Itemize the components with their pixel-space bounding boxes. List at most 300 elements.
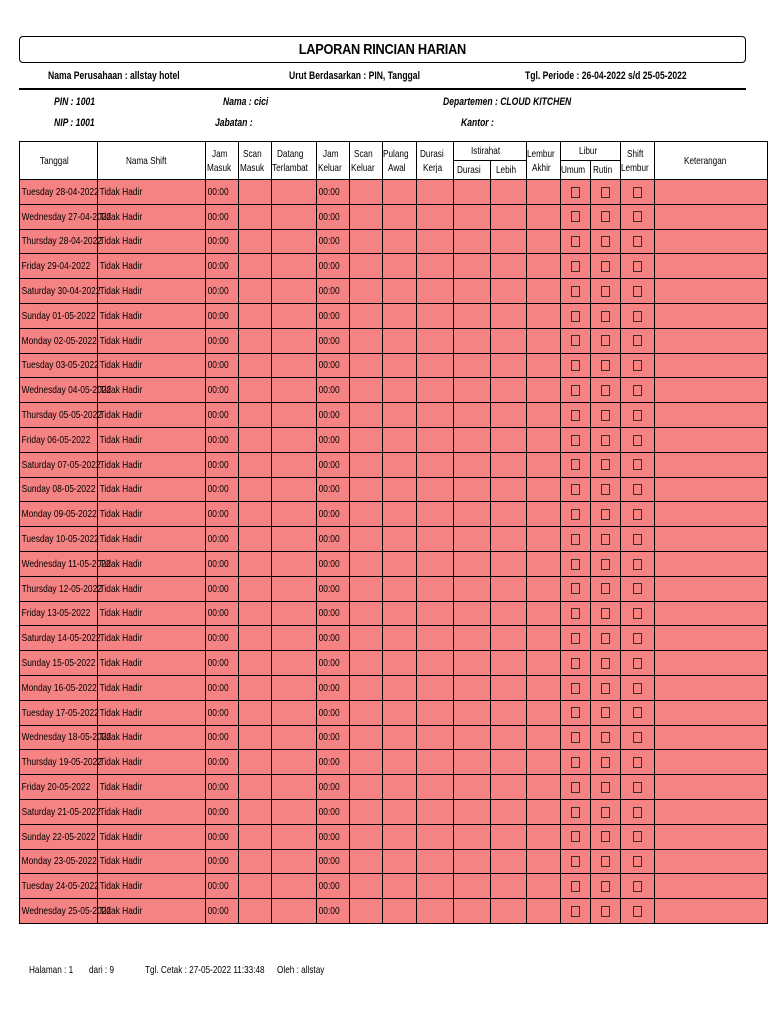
keterangan-cell (655, 874, 768, 899)
checkbox[interactable] (571, 583, 580, 594)
checkbox[interactable] (601, 856, 610, 867)
checkbox[interactable] (633, 187, 642, 198)
libur-rutin-cell (591, 849, 621, 874)
keterangan-cell (655, 204, 768, 229)
lembur-akhir-cell (527, 328, 561, 353)
istirahat-lebih-cell (491, 303, 527, 328)
pulang-awal-cell (383, 452, 417, 477)
pulang-awal-cell (383, 775, 417, 800)
libur-rutin-cell (591, 551, 621, 576)
libur-umum-cell (561, 353, 591, 378)
libur-umum-cell (561, 824, 591, 849)
datang-terlambat-cell (272, 353, 317, 378)
checkbox[interactable] (601, 187, 610, 198)
scan-masuk-cell (239, 576, 272, 601)
checkbox[interactable] (571, 633, 580, 644)
pulang-awal-cell (383, 824, 417, 849)
durasi-kerja-cell (417, 576, 454, 601)
tanggal-cell: Tuesday 28-04-2022 (20, 180, 98, 205)
datang-terlambat-cell (272, 899, 317, 924)
checkbox[interactable] (571, 360, 580, 371)
checkbox[interactable] (571, 459, 580, 470)
checkbox[interactable] (601, 459, 610, 470)
jam-keluar-cell: 00:00 (317, 849, 350, 874)
keterangan-cell (655, 775, 768, 800)
datang-terlambat-cell (272, 675, 317, 700)
datang-terlambat-cell (272, 180, 317, 205)
shift-cell: Tidak Hadir (98, 849, 206, 874)
istirahat-durasi-cell (454, 824, 491, 849)
pulang-awal-cell (383, 502, 417, 527)
jam-masuk-cell: 00:00 (206, 799, 239, 824)
libur-rutin-cell (591, 527, 621, 552)
checkbox[interactable] (601, 360, 610, 371)
col-jam-keluar: Jam Keluar (317, 142, 350, 180)
istirahat-lebih-cell (491, 403, 527, 428)
jam-masuk-cell: 00:00 (206, 180, 239, 205)
datang-terlambat-cell (272, 551, 317, 576)
checkbox[interactable] (601, 484, 610, 495)
shift-cell: Tidak Hadir (98, 626, 206, 651)
datang-terlambat-cell (272, 303, 317, 328)
jam-keluar-cell: 00:00 (317, 403, 350, 428)
checkbox[interactable] (571, 856, 580, 867)
table-row (20, 378, 768, 403)
checkbox[interactable] (601, 807, 610, 818)
checkbox[interactable] (633, 658, 642, 669)
checkbox[interactable] (601, 782, 610, 793)
checkbox[interactable] (601, 583, 610, 594)
shift-cell: Tidak Hadir (98, 551, 206, 576)
scan-masuk-cell (239, 279, 272, 304)
col-datang-terlambat: Datang Terlambat (272, 142, 317, 180)
checkbox[interactable] (633, 435, 642, 446)
checkbox[interactable] (633, 757, 642, 768)
libur-rutin-cell (591, 576, 621, 601)
checkbox[interactable] (633, 311, 642, 322)
shift-lembur-cell (621, 799, 655, 824)
table-row (20, 824, 768, 849)
durasi-kerja-cell (417, 204, 454, 229)
scan-keluar-cell (350, 799, 383, 824)
checkbox[interactable] (601, 311, 610, 322)
jam-keluar-cell: 00:00 (317, 651, 350, 676)
col-libur: Libur (561, 142, 621, 161)
jam-masuk-cell: 00:00 (206, 204, 239, 229)
checkbox[interactable] (571, 608, 580, 619)
istirahat-lebih-cell (491, 254, 527, 279)
datang-terlambat-cell (272, 452, 317, 477)
jam-masuk-cell: 00:00 (206, 775, 239, 800)
checkbox[interactable] (601, 906, 610, 917)
checkbox[interactable] (601, 410, 610, 421)
durasi-kerja-cell (417, 254, 454, 279)
shift-lembur-cell (621, 229, 655, 254)
checkbox[interactable] (571, 683, 580, 694)
table-row (20, 328, 768, 353)
keterangan-cell (655, 427, 768, 452)
libur-rutin-cell (591, 750, 621, 775)
jam-masuk-cell: 00:00 (206, 824, 239, 849)
istirahat-durasi-cell (454, 651, 491, 676)
tanggal-cell: Thursday 19-05-2022 (20, 750, 98, 775)
checkbox[interactable] (571, 881, 580, 892)
lembur-akhir-cell (527, 527, 561, 552)
jam-keluar-cell: 00:00 (317, 576, 350, 601)
jam-masuk-cell: 00:00 (206, 477, 239, 502)
checkbox[interactable] (601, 261, 610, 272)
jam-masuk-cell: 00:00 (206, 254, 239, 279)
jam-masuk-cell: 00:00 (206, 353, 239, 378)
istirahat-lebih-cell (491, 775, 527, 800)
libur-umum-cell (561, 502, 591, 527)
istirahat-lebih-cell (491, 824, 527, 849)
libur-rutin-cell (591, 180, 621, 205)
libur-umum-cell (561, 229, 591, 254)
tanggal-cell: Sunday 01-05-2022 (20, 303, 98, 328)
scan-masuk-cell (239, 849, 272, 874)
libur-umum-cell (561, 700, 591, 725)
datang-terlambat-cell (272, 725, 317, 750)
tanggal-cell: Saturday 30-04-2022 (20, 279, 98, 304)
shift-lembur-cell (621, 874, 655, 899)
checkbox[interactable] (571, 484, 580, 495)
libur-umum-cell (561, 874, 591, 899)
checkbox[interactable] (571, 534, 580, 545)
libur-umum-cell (561, 899, 591, 924)
footer-dari: dari : 9 (89, 964, 115, 976)
checkbox[interactable] (601, 559, 610, 570)
checkbox[interactable] (601, 335, 610, 346)
jam-keluar-cell: 00:00 (317, 899, 350, 924)
table-row (20, 874, 768, 899)
lembur-akhir-cell (527, 477, 561, 502)
scan-keluar-cell (350, 527, 383, 552)
checkbox[interactable] (571, 311, 580, 322)
checkbox[interactable] (633, 782, 642, 793)
libur-rutin-cell (591, 328, 621, 353)
scan-keluar-cell (350, 576, 383, 601)
shift-lembur-cell (621, 452, 655, 477)
checkbox[interactable] (601, 435, 610, 446)
shift-lembur-cell (621, 601, 655, 626)
istirahat-durasi-cell (454, 874, 491, 899)
checkbox[interactable] (571, 435, 580, 446)
istirahat-durasi-cell (454, 502, 491, 527)
checkbox[interactable] (633, 559, 642, 570)
scan-keluar-cell (350, 750, 383, 775)
jam-keluar-cell: 00:00 (317, 427, 350, 452)
table-row (20, 502, 768, 527)
libur-umum-cell (561, 403, 591, 428)
table-row (20, 601, 768, 626)
istirahat-durasi-cell (454, 452, 491, 477)
checkbox[interactable] (633, 707, 642, 718)
libur-umum-cell (561, 279, 591, 304)
checkbox[interactable] (633, 509, 642, 520)
checkbox[interactable] (633, 261, 642, 272)
keterangan-cell (655, 849, 768, 874)
istirahat-durasi-cell (454, 601, 491, 626)
durasi-kerja-cell (417, 750, 454, 775)
datang-terlambat-cell (272, 874, 317, 899)
checkbox[interactable] (633, 360, 642, 371)
checkbox[interactable] (633, 633, 642, 644)
durasi-kerja-cell (417, 675, 454, 700)
durasi-kerja-cell (417, 427, 454, 452)
lembur-akhir-cell (527, 799, 561, 824)
jam-keluar-cell: 00:00 (317, 700, 350, 725)
checkbox[interactable] (633, 831, 642, 842)
checkbox[interactable] (601, 286, 610, 297)
istirahat-durasi-cell (454, 254, 491, 279)
istirahat-lebih-cell (491, 229, 527, 254)
checkbox[interactable] (633, 410, 642, 421)
scan-masuk-cell (239, 775, 272, 800)
libur-rutin-cell (591, 403, 621, 428)
checkbox[interactable] (633, 236, 642, 247)
libur-umum-cell (561, 452, 591, 477)
checkbox[interactable] (601, 633, 610, 644)
jam-keluar-cell: 00:00 (317, 601, 350, 626)
table-row (20, 527, 768, 552)
istirahat-durasi-cell (454, 576, 491, 601)
libur-umum-cell (561, 849, 591, 874)
scan-keluar-cell (350, 675, 383, 700)
durasi-kerja-cell (417, 799, 454, 824)
checkbox[interactable] (571, 658, 580, 669)
istirahat-lebih-cell (491, 279, 527, 304)
tanggal-cell: Wednesday 04-05-2022 (20, 378, 98, 403)
libur-umum-cell (561, 303, 591, 328)
shift-cell: Tidak Hadir (98, 527, 206, 552)
libur-umum-cell (561, 328, 591, 353)
checkbox[interactable] (601, 831, 610, 842)
datang-terlambat-cell (272, 849, 317, 874)
keterangan-cell (655, 353, 768, 378)
checkbox[interactable] (601, 236, 610, 247)
keterangan-cell (655, 229, 768, 254)
checkbox[interactable] (571, 509, 580, 520)
durasi-kerja-cell (417, 502, 454, 527)
shift-lembur-cell (621, 626, 655, 651)
checkbox[interactable] (601, 534, 610, 545)
shift-lembur-cell (621, 675, 655, 700)
checkbox[interactable] (601, 608, 610, 619)
lembur-akhir-cell (527, 675, 561, 700)
scan-keluar-cell (350, 427, 383, 452)
checkbox[interactable] (601, 385, 610, 396)
checkbox[interactable] (601, 757, 610, 768)
lembur-akhir-cell (527, 180, 561, 205)
pulang-awal-cell (383, 576, 417, 601)
checkbox[interactable] (571, 757, 580, 768)
durasi-kerja-cell (417, 303, 454, 328)
istirahat-lebih-cell (491, 328, 527, 353)
lembur-akhir-cell (527, 775, 561, 800)
datang-terlambat-cell (272, 700, 317, 725)
libur-umum-cell (561, 551, 591, 576)
scan-keluar-cell (350, 303, 383, 328)
tanggal-cell: Wednesday 25-05-2022 (20, 899, 98, 924)
checkbox[interactable] (571, 782, 580, 793)
checkbox[interactable] (571, 410, 580, 421)
scan-keluar-cell (350, 452, 383, 477)
checkbox[interactable] (633, 856, 642, 867)
checkbox[interactable] (571, 187, 580, 198)
lembur-akhir-cell (527, 626, 561, 651)
scan-keluar-cell (350, 700, 383, 725)
shift-cell: Tidak Hadir (98, 576, 206, 601)
checkbox[interactable] (601, 211, 610, 222)
checkbox[interactable] (633, 683, 642, 694)
libur-rutin-cell (591, 799, 621, 824)
table-row (20, 427, 768, 452)
checkbox[interactable] (633, 286, 642, 297)
jam-masuk-cell: 00:00 (206, 452, 239, 477)
scan-keluar-cell (350, 328, 383, 353)
checkbox[interactable] (571, 732, 580, 743)
lembur-akhir-cell (527, 551, 561, 576)
checkbox[interactable] (601, 658, 610, 669)
table-row (20, 229, 768, 254)
lembur-akhir-cell (527, 378, 561, 403)
checkbox[interactable] (633, 732, 642, 743)
checkbox[interactable] (571, 807, 580, 818)
shift-cell: Tidak Hadir (98, 204, 206, 229)
checkbox[interactable] (601, 509, 610, 520)
scan-keluar-cell (350, 180, 383, 205)
lembur-akhir-cell (527, 353, 561, 378)
table-header-row-1 (20, 142, 768, 161)
istirahat-lebih-cell (491, 551, 527, 576)
keterangan-cell (655, 328, 768, 353)
istirahat-durasi-cell (454, 180, 491, 205)
libur-umum-cell (561, 799, 591, 824)
checkbox[interactable] (633, 385, 642, 396)
datang-terlambat-cell (272, 626, 317, 651)
jam-masuk-cell: 00:00 (206, 378, 239, 403)
pulang-awal-cell (383, 750, 417, 775)
scan-masuk-cell (239, 328, 272, 353)
shift-cell: Tidak Hadir (98, 229, 206, 254)
shift-lembur-cell (621, 180, 655, 205)
durasi-kerja-cell (417, 328, 454, 353)
shift-lembur-cell (621, 899, 655, 924)
shift-cell: Tidak Hadir (98, 899, 206, 924)
scan-keluar-cell (350, 775, 383, 800)
checkbox[interactable] (633, 484, 642, 495)
table-row (20, 750, 768, 775)
jam-keluar-cell: 00:00 (317, 353, 350, 378)
scan-masuk-cell (239, 502, 272, 527)
libur-rutin-cell (591, 651, 621, 676)
checkbox[interactable] (633, 534, 642, 545)
checkbox[interactable] (633, 807, 642, 818)
col-libur-rutin: Rutin (591, 161, 621, 180)
checkbox[interactable] (571, 559, 580, 570)
scan-keluar-cell (350, 899, 383, 924)
checkbox[interactable] (571, 906, 580, 917)
checkbox[interactable] (633, 459, 642, 470)
checkbox[interactable] (601, 707, 610, 718)
jam-keluar-cell: 00:00 (317, 328, 350, 353)
scan-keluar-cell (350, 824, 383, 849)
checkbox[interactable] (571, 286, 580, 297)
jam-keluar-cell: 00:00 (317, 750, 350, 775)
checkbox[interactable] (633, 335, 642, 346)
istirahat-lebih-cell (491, 353, 527, 378)
jam-masuk-cell: 00:00 (206, 849, 239, 874)
checkbox[interactable] (633, 608, 642, 619)
shift-lembur-cell (621, 651, 655, 676)
shift-cell: Tidak Hadir (98, 750, 206, 775)
checkbox[interactable] (571, 707, 580, 718)
libur-rutin-cell (591, 353, 621, 378)
checkbox[interactable] (633, 211, 642, 222)
datang-terlambat-cell (272, 799, 317, 824)
checkbox[interactable] (601, 881, 610, 892)
departemen-label: Departemen : CLOUD KITCHEN (443, 96, 572, 108)
jam-keluar-cell: 00:00 (317, 775, 350, 800)
datang-terlambat-cell (272, 601, 317, 626)
shift-lembur-cell (621, 328, 655, 353)
checkbox[interactable] (571, 211, 580, 222)
istirahat-durasi-cell (454, 427, 491, 452)
pulang-awal-cell (383, 378, 417, 403)
libur-rutin-cell (591, 824, 621, 849)
istirahat-durasi-cell (454, 353, 491, 378)
checkbox[interactable] (571, 385, 580, 396)
libur-rutin-cell (591, 874, 621, 899)
scan-masuk-cell (239, 700, 272, 725)
durasi-kerja-cell (417, 353, 454, 378)
checkbox[interactable] (633, 906, 642, 917)
scan-keluar-cell (350, 725, 383, 750)
jam-keluar-cell: 00:00 (317, 502, 350, 527)
jam-masuk-cell: 00:00 (206, 700, 239, 725)
checkbox[interactable] (571, 261, 580, 272)
checkbox[interactable] (571, 236, 580, 247)
checkbox[interactable] (571, 335, 580, 346)
libur-umum-cell (561, 427, 591, 452)
shift-cell: Tidak Hadir (98, 775, 206, 800)
keterangan-cell (655, 899, 768, 924)
col-istirahat-durasi: Durasi (454, 161, 491, 180)
istirahat-lebih-cell (491, 452, 527, 477)
pulang-awal-cell (383, 477, 417, 502)
checkbox[interactable] (633, 583, 642, 594)
pulang-awal-cell (383, 204, 417, 229)
footer-cetak: Tgl. Cetak : 27-05-2022 11:33:48 (145, 964, 265, 976)
checkbox[interactable] (633, 881, 642, 892)
durasi-kerja-cell (417, 775, 454, 800)
checkbox[interactable] (601, 683, 610, 694)
libur-rutin-cell (591, 378, 621, 403)
col-durasi-kerja: Durasi Kerja (417, 142, 454, 180)
checkbox[interactable] (601, 732, 610, 743)
pulang-awal-cell (383, 551, 417, 576)
scan-keluar-cell (350, 849, 383, 874)
durasi-kerja-cell (417, 874, 454, 899)
shift-lembur-cell (621, 427, 655, 452)
col-libur-umum: Umum (561, 161, 591, 180)
checkbox[interactable] (571, 831, 580, 842)
scan-masuk-cell (239, 799, 272, 824)
nama-label: Nama : cici (223, 96, 269, 108)
scan-masuk-cell (239, 750, 272, 775)
keterangan-cell (655, 502, 768, 527)
